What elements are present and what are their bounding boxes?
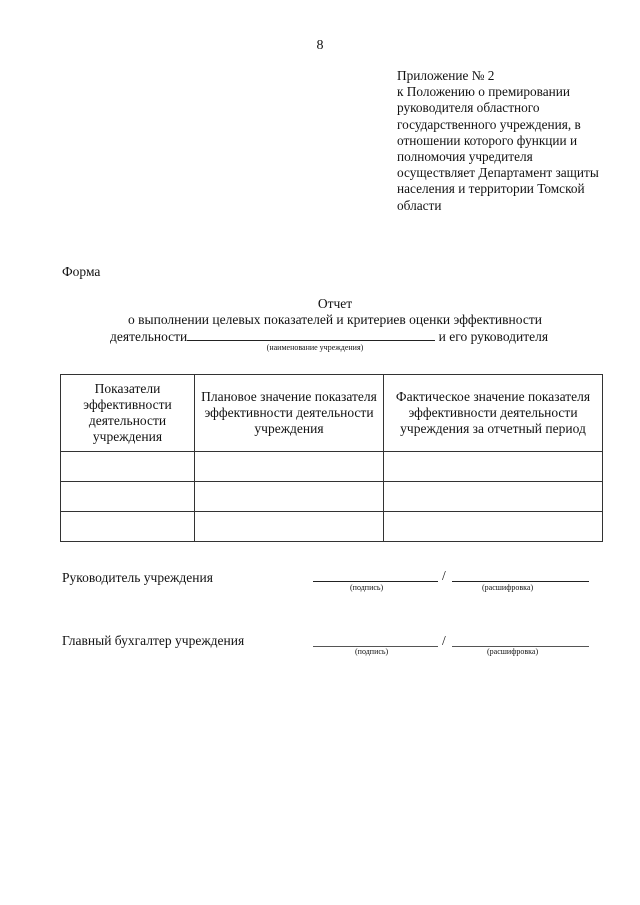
header-indicators: Показатели эффективности деятельности учреждения: [61, 375, 195, 452]
table-cell[interactable]: [61, 512, 195, 542]
table-cell[interactable]: [384, 512, 603, 542]
table-cell[interactable]: [195, 512, 384, 542]
table-row: [61, 512, 603, 542]
table-header-row: [61, 375, 603, 452]
institution-prefix: деятельности: [110, 329, 188, 344]
appendix-line: государственного учреждения, в: [397, 116, 581, 132]
appendix-line: населения и территории Томской: [397, 181, 585, 197]
table-row: [61, 452, 603, 482]
appendix-line: области: [397, 197, 442, 213]
report-title: [0, 296, 640, 328]
header-planned: Плановое значение показателя эффективности деятельности учреждения: [195, 375, 384, 452]
header-actual: Фактическое значение показателя эффективности деятельности учреждения за отчетный период: [384, 375, 603, 452]
appendix-line: руководителя областного: [397, 100, 540, 116]
table-cell[interactable]: [61, 482, 195, 512]
head-signature-hint: (подпись): [350, 583, 384, 592]
head-decoding-hint: (расшифровка): [482, 583, 534, 592]
institution-hint: (наименование учреждения): [266, 343, 364, 352]
institution-suffix: и его руководителя: [438, 329, 549, 344]
table-row: [61, 482, 603, 512]
accountant-decoding-hint: (расшифровка): [487, 647, 539, 656]
title-line-1: Отчет: [317, 296, 353, 311]
head-label: Руководитель учреждения: [62, 570, 213, 585]
accountant-separator: /: [442, 633, 446, 648]
appendix-line: к Положению о премировании: [397, 84, 571, 100]
title-line-2: о выполнении целевых показателей и критериев оценки эффективности: [128, 312, 542, 327]
accountant-signature-hint: (подпись): [355, 647, 389, 656]
appendix-line: отношении которого функции и: [397, 132, 578, 148]
page-number: 8: [316, 38, 324, 53]
form-label: Форма: [62, 264, 101, 279]
table-cell[interactable]: [384, 452, 603, 482]
table-cell[interactable]: [384, 482, 603, 512]
head-separator: /: [442, 568, 446, 583]
table-cell[interactable]: [195, 482, 384, 512]
institution-name-field[interactable]: [187, 328, 435, 341]
accountant-label: Главный бухгалтер учреждения: [62, 633, 245, 648]
appendix-block: [397, 68, 627, 214]
table-cell[interactable]: [195, 452, 384, 482]
report-table: [60, 374, 603, 542]
appendix-line: осуществляет Департамент защиты: [397, 165, 599, 181]
head-signature-line[interactable]: [313, 580, 438, 582]
appendix-line: полномочия учредителя: [397, 149, 533, 165]
table-cell[interactable]: [61, 452, 195, 482]
head-decoding-line[interactable]: [452, 580, 589, 582]
appendix-line: Приложение № 2: [397, 68, 495, 83]
